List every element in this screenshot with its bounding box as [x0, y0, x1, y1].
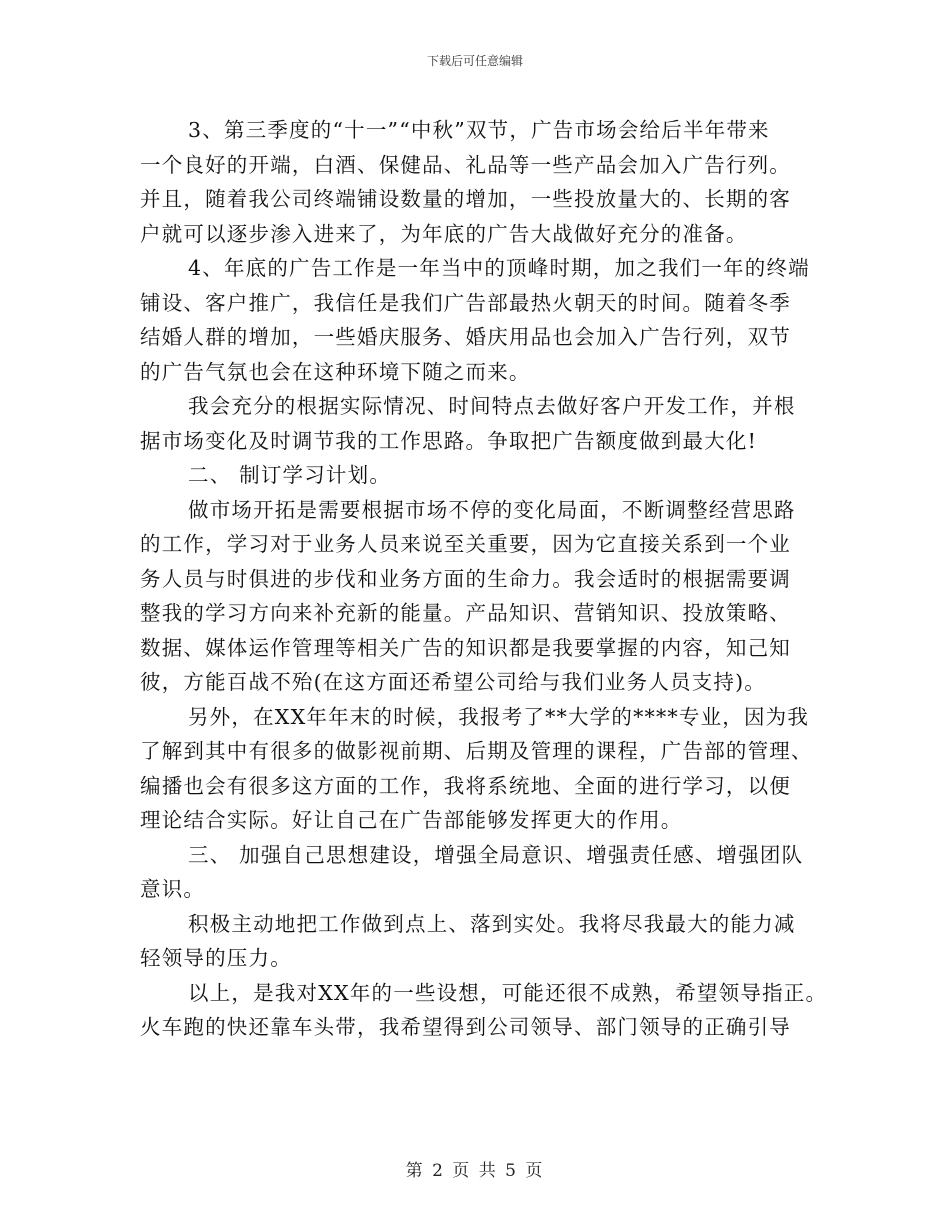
body-line: 整我的学习方向来补充新的能量。产品知识、营销知识、投放策略、 — [140, 601, 791, 625]
body-line: 了解到其中有很多的做影视前期、后期及管理的课程，广告部的管理、 — [140, 739, 813, 763]
body-line: 积极主动地把工作做到点上、落到实处。我将尽我最大的能力减 — [188, 911, 796, 936]
body-line: 据市场变化及时调节我的工作思路。争取把广告额度做到最大化! — [140, 428, 758, 453]
body-line: 务人员与时俱进的步伐和业务方面的生命力。我会适时的根据需要调 — [140, 566, 791, 591]
body-line: 理论结合实际。好让自己在广告部能够发挥更大的作用。 — [140, 808, 683, 832]
body-line: 做市场开拓是需要根据市场不停的变化局面，不断调整经营思路 — [188, 497, 796, 522]
body-line: 结婚人群的增加，一些婚庆服务、婚庆用品也会加入广告行列，双节 — [140, 325, 791, 349]
document-body — [140, 113, 830, 1045]
body-line: 铺设、客户推广，我信任是我们广告部最热火朝天的时间。随着冬季 — [140, 290, 791, 315]
body-line: 数据、媒体运作管理等相关广告的知识都是我要掌握的内容，知己知 — [140, 635, 791, 660]
section-heading: 二、 制订学习计划。 — [188, 463, 392, 487]
section-heading: 三、 加强自己思想建设，增强全局意识、增强责任感、增强团队 — [188, 842, 804, 867]
page-header: 下载后可任意编辑 — [426, 54, 523, 68]
body-line: 轻领导的压力。 — [140, 946, 292, 970]
body-line: 3、第三季度的“十一”“中秋”双节，广告市场会给后半年带来 — [188, 118, 770, 142]
body-line: 的广告气氛也会在这种环境下随之而来。 — [140, 359, 531, 384]
body-line: 户就可以逐步渗入进来了，为年底的广告大战做好充分的准备。 — [140, 221, 748, 246]
body-line: 意识。 — [140, 877, 206, 901]
body-line: 我会充分的根据实际情况、时间特点去做好客户开发工作，并根 — [188, 394, 796, 418]
body-line: 4、年底的广告工作是一年当中的顶峰时期，加之我们一年的终端 — [188, 256, 810, 280]
body-line: 编播也会有很多这方面的工作，我将系统地、全面的进行学习，以便 — [140, 773, 791, 798]
body-line: 并且，随着我公司终端铺设数量的增加，一些投放量大的、长期的客 — [140, 187, 791, 211]
body-line: 的工作，学习对于业务人员来说至关重要，因为它直接关系到一个业 — [140, 532, 791, 556]
body-line: 一个良好的开端，白酒、保健品、礼品等一些产品会加入广告行列。 — [140, 152, 791, 177]
body-line: 彼，方能百战不殆(在这方面还希望公司给与我们业务人员支持)。 — [140, 670, 766, 694]
page-number-footer: 第 2 页 共 5 页 — [405, 1161, 545, 1181]
body-line: 火车跑的快还靠车头带，我希望得到公司领导、部门领导的正确引导 — [140, 1015, 791, 1039]
body-line: 以上，是我对XX年的一些设想，可能还很不成熟，希望领导指正。 — [188, 980, 828, 1005]
body-line: 另外，在XX年年末的时候，我报考了**大学的****专业，因为我 — [188, 704, 810, 729]
